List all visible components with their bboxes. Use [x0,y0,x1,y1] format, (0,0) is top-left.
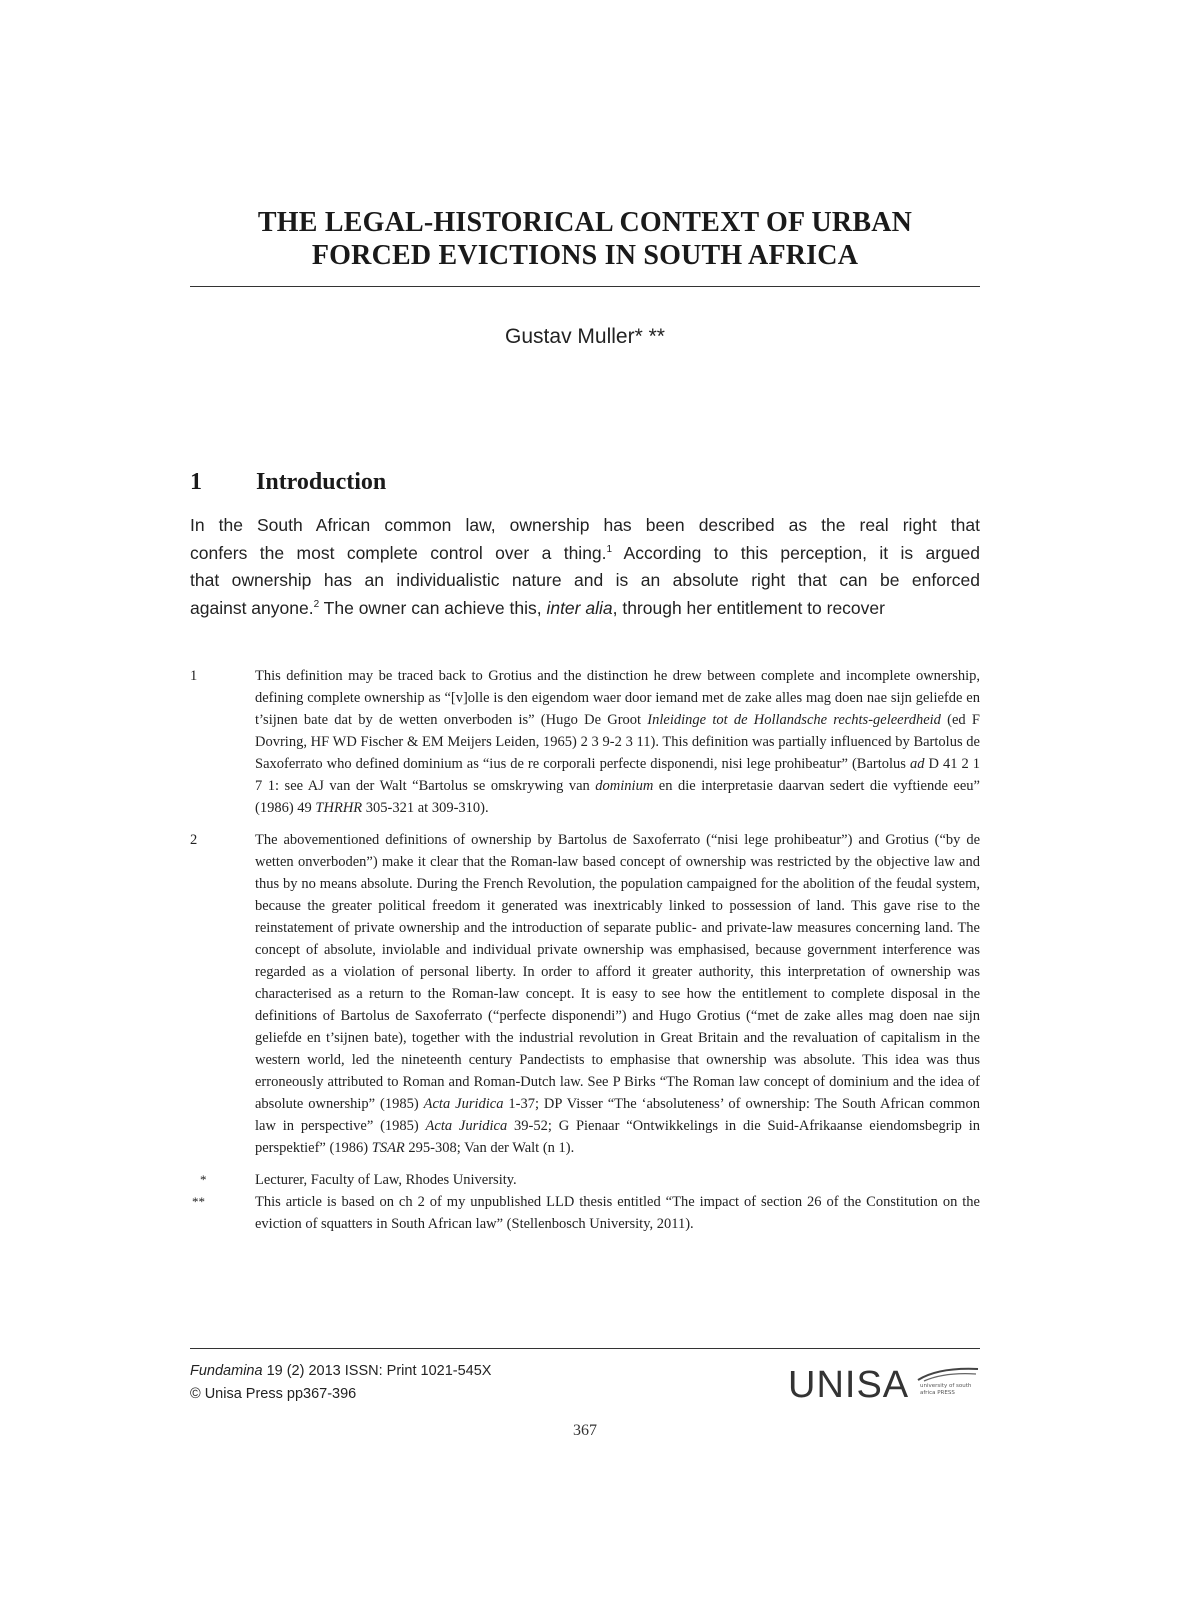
footnote-ref-1[interactable]: 1 [606,543,613,555]
footnote-number: 1 [190,668,198,684]
footnote-text: This definition may be traced back to Grotius and the distinction he drew between complete and incomplete ownership, defining complete ownership as “[v]olle is den eigendom waer door iemand met de zake alles mag doen nae sijn geliefde en t’sijnen bate dat by de wetten onverboden is” (Hugo De Groot Inleidinge tot de Hollandsche rechts-geleerdheid (ed F Dovring, HF WD Fischer & EM Meijers Leiden, 1965) 2 3 9-2 3 11). This definition was partially influenced by Bartolus de Saxoferrato who defined dominium as “ius de re corporali perfecte disponendi, nisi lege prohibeatur” (Bartolus ad D 41 2 1 7 1: see AJ van der Walt “Bartolus se omskrywing van dominium en die interpretasie daarvan sedert die vyftiende eeu” (1986) 49 THRHR 305-321 at 309-310). [255,668,980,816]
section-heading [190,469,386,496]
unisa-logo [788,1362,980,1408]
footnote-text: This article is based on ch 2 of my unpublished LLD thesis entitled “The impact of section 26 of the Constitution on the eviction of squatters in South African law” (Stellenbosch University, 2011). [255,1194,980,1232]
footnotes [190,665,980,1235]
footnote-number: 2 [190,832,198,848]
author-note-2 [190,1191,980,1235]
body-line: In the South African common law, ownership has been described as the real right that [190,515,980,535]
section-number: 1 [190,469,202,495]
page-number: 367 [573,1422,597,1439]
logo-swoosh-icon [916,1366,980,1382]
footer-rule [190,1348,980,1349]
author-name: Gustav Muller* ** [505,325,665,348]
body-line: confers the most complete control over a thing.$^1$ According to this perception, it is argued [190,542,980,563]
title-rule [190,286,980,287]
footnote-mark: ** [192,1194,205,1209]
logo-wordmark: UNISA [788,1364,910,1406]
footnote-text: The abovementioned definitions of ownership by Bartolus de Saxoferrato (“nisi lege prohibeatur”) and Grotius (“by de wetten onverboden”) make it clear that the Roman-law based concept of ownership was restricted by the objective law and thus by no means absolute. During the French Revolution, the population campaigned for the abolition of the feudal system, because the greater political freedom it generated was inextricably linked to possession of land. This gave rise to the reinstatement of private ownership and the introduction of separate public- and private-law measures concerning land. The concept of absolute, inviolable and individual private ownership was emphasised, because government interference was regarded as a violation of personal liberty. In order to afford it greater authority, this interpretation of ownership was characterised as a return to the Roman-law concept. It is easy to see how the entitlement to complete disposal in the definitions of Bartolus de Saxoferrato (“perfecte disponendi”) and Hugo Grotius (“met de zake alles mag doen nae sijn geliefde en t’sijnen bate), together with the industrial revolution in Great Britain and the revaluation of capitalism in the western world, led the nineteenth century Pandectists to emphasise that ownership was absolute. This idea was thus erroneously attributed to Roman and Roman-Dutch law. See P Birks “The Roman law concept of dominium and the idea of absolute ownership” (1985) Acta Juridica 1-37; DP Visser “The ‘absoluteness’ of ownership: The South African common law in perspective” (1985) Acta Juridica 39-52; G Pienaar “Ontwikkelings in die Suid-Afrikaanse eiendomsbegrip in perspektief” (1986) TSAR 295-308; Van der Walt (n 1). [255,832,980,1156]
author-note-1 [190,1169,980,1191]
logo-tagline: university of south africa PRESS [920,1383,972,1396]
journal-info [190,1360,491,1406]
footnote-text: Lecturer, Faculty of Law, Rhodes University. [255,1172,517,1188]
footnote-2 [190,829,980,1159]
footnote-1 [190,665,980,819]
body-line: against anyone.$^2$ The owner can achieve this, inter alia, through her entitlement to recover [190,597,885,618]
article-title [190,206,980,272]
journal-citation: Fundamina 19 (2) 2013 ISSN: Print 1021-545X [190,1363,492,1379]
footnote-ref-2[interactable]: 2 [313,598,320,610]
press-info: © Unisa Press pp367-396 [190,1386,357,1402]
title-line-1: THE LEGAL-HISTORICAL CONTEXT OF URBAN [257,207,913,238]
body-line: that ownership has an individualistic nature and is an absolute right that can be enforced [190,570,980,590]
footnote-mark: * [200,1172,207,1187]
body-paragraph [190,512,980,622]
title-line-2: FORCED EVICTIONS IN SOUTH AFRICA [311,240,859,271]
section-title: Introduction [256,469,387,495]
